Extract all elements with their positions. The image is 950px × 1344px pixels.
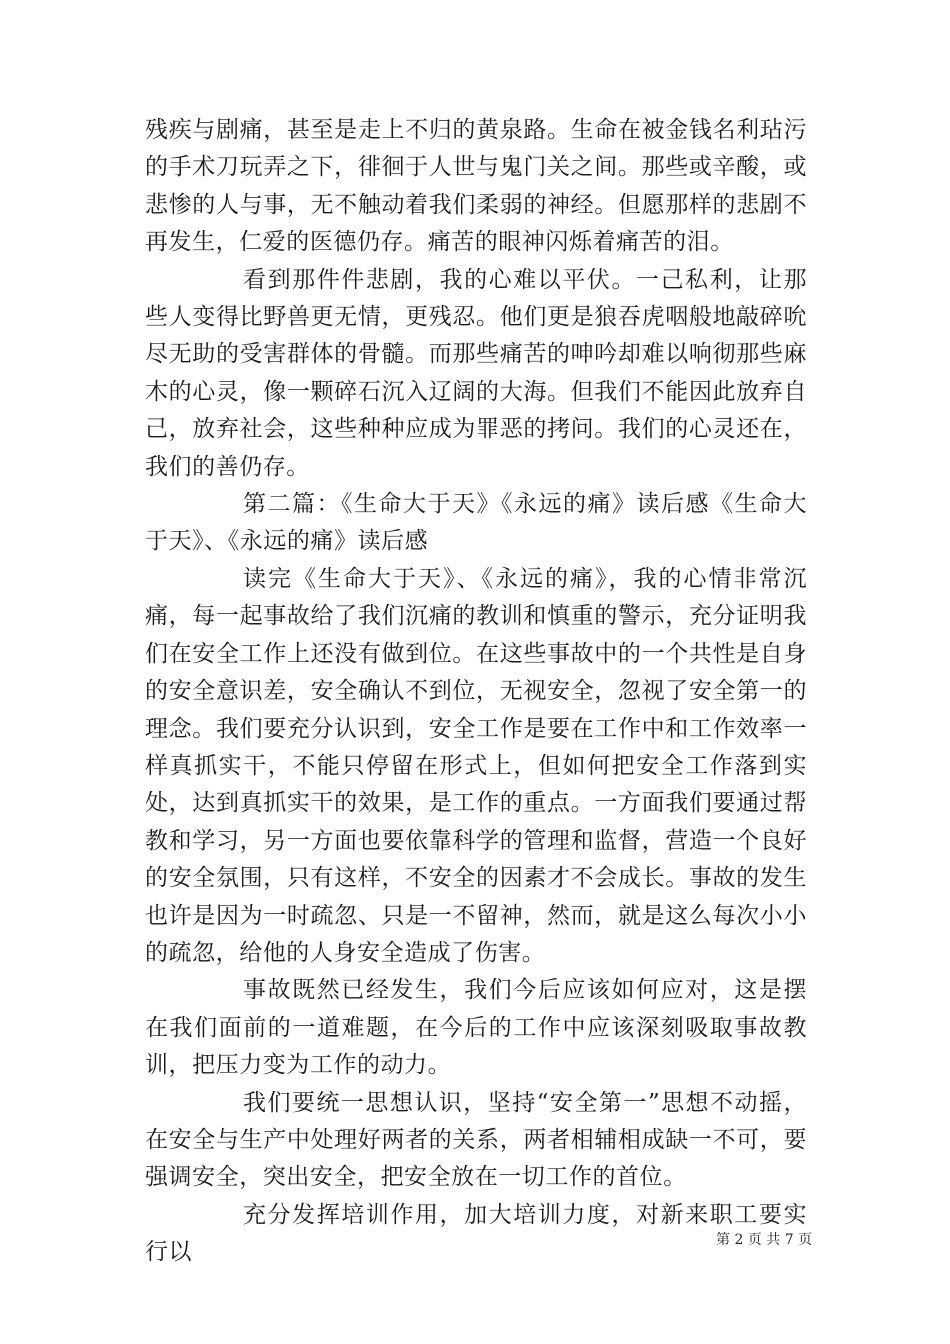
- paragraph-training: 充分发挥培训作用，加大培训力度，对新来职工要实行以: [145, 1201, 807, 1266]
- paragraph-response: 事故既然已经发生，我们今后应该如何应对，这是摆在我们面前的一道难题，在今后的工作中应该深刻吸取事故教训，把压力变为工作的动力。: [145, 977, 807, 1079]
- paragraph-continuation: 残疾与剧痛，甚至是走上不归的黄泉路。生命在被金钱名利玷污的手术刀玩弄之下，徘徊于人世与鬼门关之间。那些或辛酸，或悲惨的人与事，无不触动着我们柔弱的神经。但愿那样的悲剧不再发生，仁爱的医德仍存。痛苦的眼神闪烁着痛苦的泪。: [145, 117, 807, 256]
- section-heading: 第二篇：《生命大于天》《永远的痛》读后感《生命大于天》、《永远的痛》读后感: [145, 491, 807, 555]
- paragraph-safety-first: 我们要统一思想认识，坚持“安全第一”思想不动摇，在安全与生产中处理好两者的关系，两者相辅相成缺一不可，要强调安全，突出安全，把安全放在一切工作的首位。: [145, 1089, 807, 1191]
- body-text: [145, 112, 807, 1272]
- paragraph-reflection: 读完《生命大于天》、《永远的痛》，我的心情非常沉痛，每一起事故给了我们沉痛的教训和慎重的警示，充分证明我们在安全工作上还没有做到位。在这些事故中的一个共性是自身的安全意识差，安全确认不到位，无视安全，忽视了安全第一的理念。我们要充分认识到，安全工作是要在工作中和工作效率一样真抓实干，不能只停留在形式上，但如何把安全工作落到实处，达到真抓实干的效果，是工作的重点。一方面我们要通过帮教和学习，另一方面也要依靠科学的管理和监督，营造一个良好的安全氛围，只有这样，不安全的因素才不会成长。事故的发生也许是因为一时疏忽、只是一不留神，然而，就是这么每次小小的疏忽，给他的人身安全造成了伤害。: [145, 565, 807, 966]
- page-number: 第 2 页 共 7 页: [716, 1232, 813, 1248]
- paragraph-tragedy: 看到那件件悲剧，我的心难以平伏。一己私利，让那些人变得比野兽更无情，更残忍。他们更是狼吞虎咽般地敲碎吮尽无助的受害群体的骨髓。而那些痛苦的呻吟却难以响彻那些麻木的心灵，像一颗碎石沉入辽阔的大海。但我们不能因此放弃自己，放弃社会，这些种种应成为罪恶的拷问。我们的心灵还在，我们的善仍存。: [145, 266, 807, 480]
